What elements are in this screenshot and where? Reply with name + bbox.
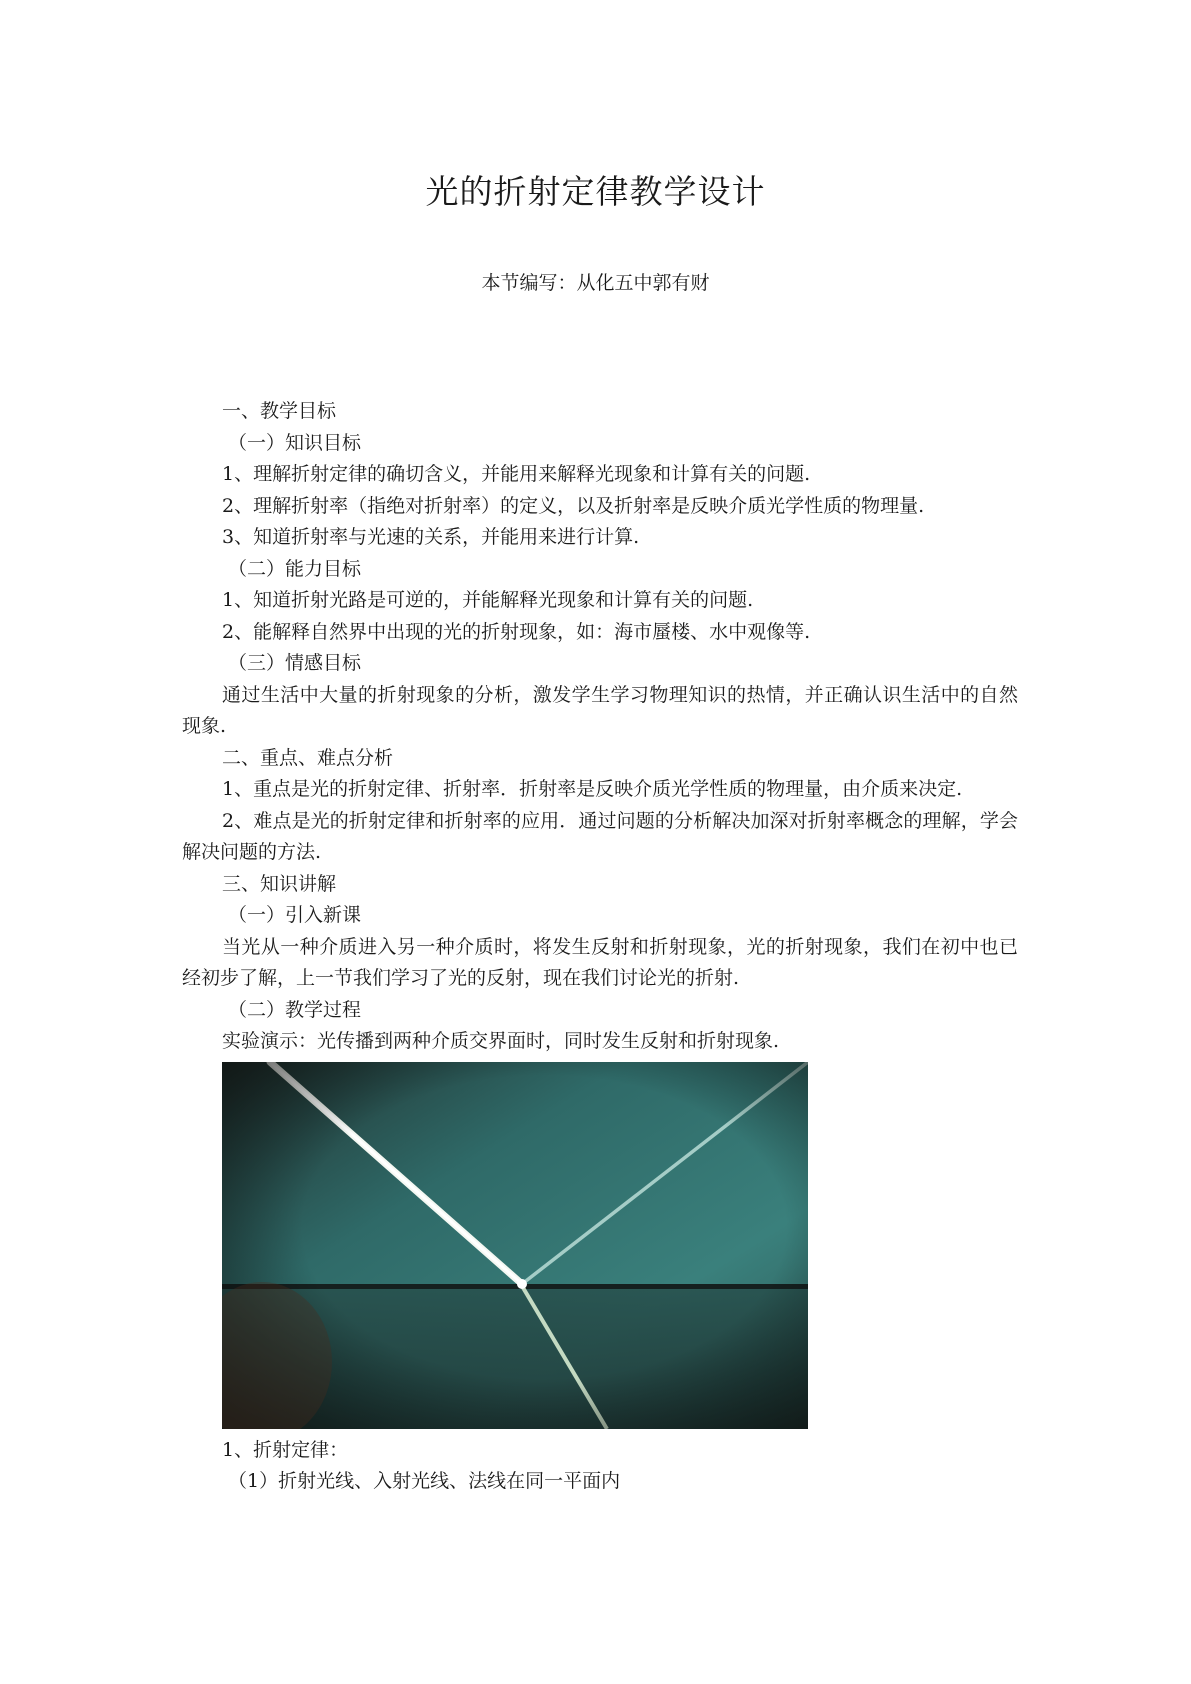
list-item: （1）折射光线、入射光线、法线在同一平面内 xyxy=(228,1470,621,1492)
section-heading-objectives: 一、教学目标 xyxy=(222,400,337,422)
list-item: 2、能解释自然界中出现的光的折射现象，如：海市蜃楼、水中观像等. xyxy=(222,620,811,643)
section-heading-key-points: 二、重点、难点分析 xyxy=(222,746,394,769)
refraction-experiment-photo xyxy=(222,1062,808,1429)
section-heading-law: 1、折射定律： xyxy=(222,1438,349,1461)
subheading-intro: （一）引入新课 xyxy=(228,904,362,926)
subheading-emotion: （三）情感目标 xyxy=(228,652,362,674)
list-item: 1、知道折射光路是可逆的，并能解释光现象和计算有关的问题. xyxy=(222,589,754,611)
subheading-process: （二）教学过程 xyxy=(228,998,362,1021)
paragraph: 通过生活中大量的折射现象的分析，激发学生学习物理知识的热情，并正确认识生活中的自然现象. xyxy=(182,683,1018,737)
document-body xyxy=(182,396,1018,1498)
subheading-knowledge: （一）知识目标 xyxy=(228,431,362,454)
section-heading-knowledge: 三、知识讲解 xyxy=(222,872,337,895)
document-title: 光的折射定律教学设计 xyxy=(425,172,766,211)
author-line: 本节编写：从化五中郭有财 xyxy=(481,272,710,294)
list-item: 3、知道折射率与光速的关系，并能用来进行计算. xyxy=(222,526,640,548)
paragraph: 2、难点是光的折射定律和折射率的应用．通过问题的分析解决加深对折射率概念的理解，学会解决问题的方法. xyxy=(182,809,1018,863)
paragraph: 实验演示：光传播到两种介质交界面时，同时发生反射和折射现象. xyxy=(222,1030,780,1052)
list-item: 1、理解折射定律的确切含义，并能用来解释光现象和计算有关的问题. xyxy=(222,463,811,485)
paragraph: 1、重点是光的折射定律、折射率．折射率是反映介质光学性质的物理量，由介质来决定. xyxy=(222,778,963,800)
subheading-ability: （二）能力目标 xyxy=(228,557,362,580)
paragraph: 当光从一种介质进入另一种介质时，将发生反射和折射现象，光的折射现象，我们在初中也已经初步了解，上一节我们学习了光的反射，现在我们讨论光的折射. xyxy=(182,935,1018,989)
list-item: 2、理解折射率（指绝对折射率）的定义，以及折射率是反映介质光学性质的物理量. xyxy=(222,494,925,517)
